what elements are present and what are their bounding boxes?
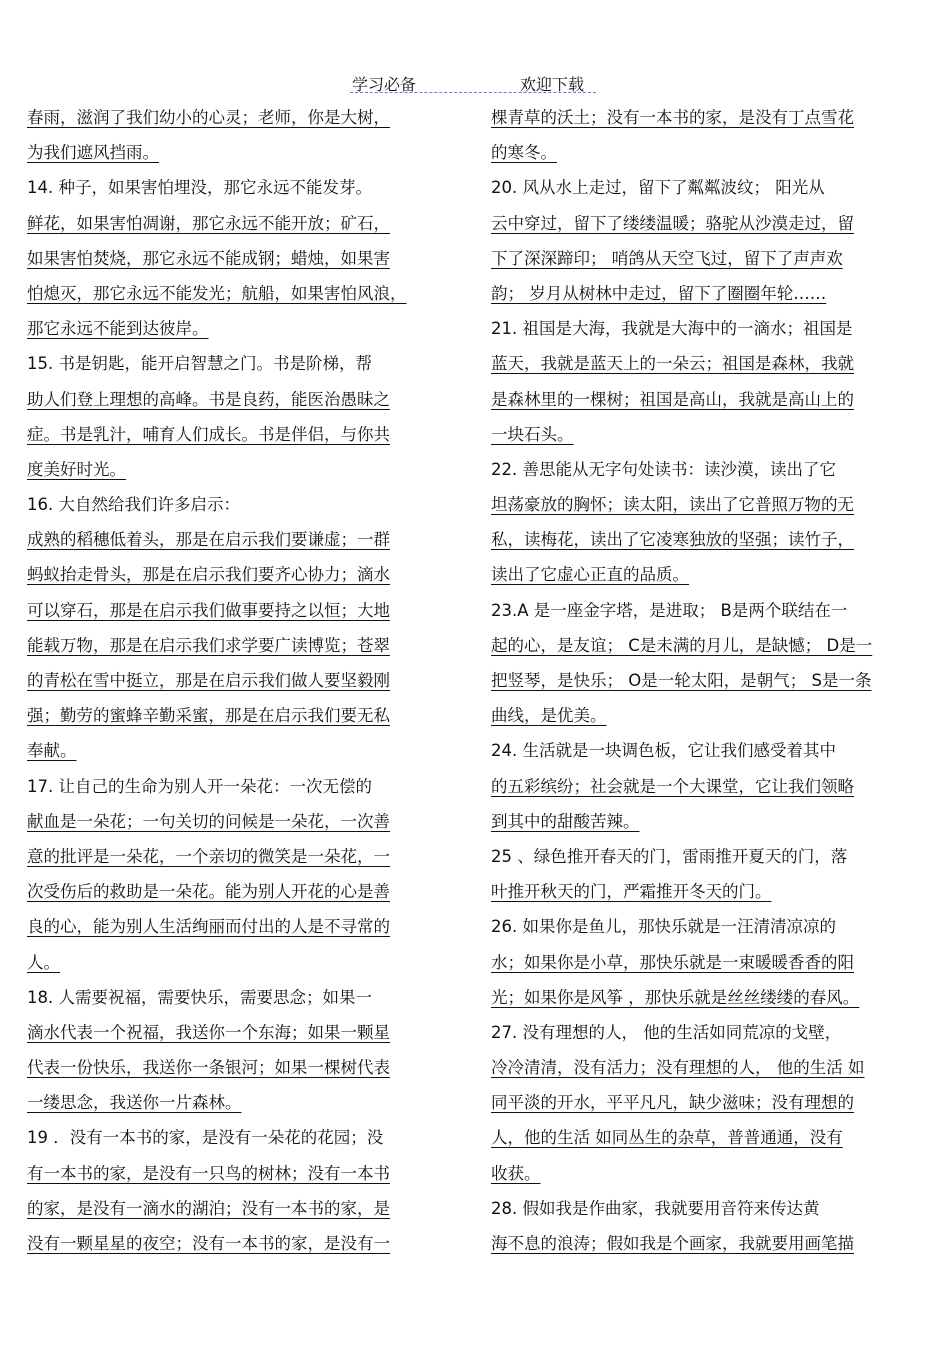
header-right-text: 欢迎下载 xyxy=(520,75,585,94)
text-line: 下了深深蹄印； 哨鸽从天空飞过，留下了声声欢 xyxy=(491,248,843,268)
text-line: 24. 生活就是一块调色板，它让我们感受着其中 xyxy=(491,741,836,761)
header-dashed-rule xyxy=(350,92,596,93)
text-line: 20. 风从水上走过，留下了粼粼波纹； 阳光从 xyxy=(491,178,825,198)
text-line: 的青松在雪中挺立，那是在启示我们做人要坚毅刚 xyxy=(27,671,390,690)
text-line: 14. 种子，如果害怕埋没，那它永远不能发芽。 xyxy=(27,178,372,198)
text-line: 意的批评是一朵花，一个亲切的微笑是一朵花，一 xyxy=(27,846,390,866)
text-line: 韵； 岁月从树林中走过，留下了圈圈年轮…… xyxy=(491,283,827,303)
text-line: 私，读梅花，读出了它凌寒独放的坚强；读竹子， xyxy=(491,530,854,550)
text-line: 26. 如果你是鱼儿，那快乐就是一汪清清凉凉的 xyxy=(491,917,836,937)
text-line: 有一本书的家，是没有一只鸟的树林；没有一本书 xyxy=(27,1163,390,1183)
text-line: 23.A 是一座金字塔，是进取； B是两个联结在一 xyxy=(491,600,848,620)
text-line: 献血是一朵花；一句关切的问候是一朵花，一次善 xyxy=(27,811,390,831)
text-line: 27. 没有理想的人， 他的生活如同荒凉的戈壁， xyxy=(491,1022,842,1042)
left-text-column xyxy=(27,100,457,1261)
text-line: 良的心，能为别人生活绚丽而付出的人是不寻常的 xyxy=(27,917,390,937)
text-line: 助人们登上理想的高峰。书是良药，能医治愚昧之 xyxy=(27,389,390,409)
text-line: 能载万物，那是在启示我们求学要广读博览；苍翠 xyxy=(27,635,390,655)
text-line: 21. 祖国是大海，我就是大海中的一滴水；祖国是 xyxy=(491,319,853,339)
text-line: 28. 假如我是作曲家，我就要用音符来传达黄 xyxy=(491,1198,820,1218)
text-line: 可以穿石，那是在启示我们做事要持之以恒；大地 xyxy=(27,600,390,620)
text-line: 没有一颗星星的夜空；没有一本书的家，是没有一 xyxy=(27,1234,390,1253)
text-line: 把竖琴，是快乐； O是一轮太阳，是朝气； S是一条 xyxy=(491,671,872,690)
text-line: 到其中的甜酸苦辣。 xyxy=(491,811,640,831)
text-line: 25 、绿色推开春天的门，雷雨推开夏天的门，落 xyxy=(491,846,848,866)
text-line: 春雨，滋润了我们幼小的心灵；老师，你是大树， xyxy=(27,108,390,127)
text-line: 人，他的生活 如同丛生的杂草，普普通通，没有 xyxy=(491,1128,843,1148)
text-line: 15. 书是钥匙，能开启智慧之门。书是阶梯，帮 xyxy=(27,354,372,374)
text-line: 是森林里的一棵树；祖国是高山，我就是高山上的 xyxy=(491,389,854,409)
text-line: 的五彩缤纷；社会就是一个大课堂，它让我们领略 xyxy=(491,776,854,796)
text-line: 曲线，是优美。 xyxy=(491,706,607,726)
text-line: 度美好时光。 xyxy=(27,459,126,479)
text-line: 16. 大自然给我们许多启示： xyxy=(27,495,240,515)
text-line: 17. 让自己的生命为别人开一朵花：一次无偿的 xyxy=(27,776,372,796)
text-line: 海不息的浪涛；假如我是个画家，我就要用画笔描 xyxy=(491,1234,854,1253)
text-line: 22. 善思能从无字句处读书：读沙漠，读出了它 xyxy=(491,459,836,479)
text-line: 18. 人需要祝福，需要快乐，需要思念；如果一 xyxy=(27,987,372,1007)
text-line: 19 ．没有一本书的家，是没有一朵花的花园；没 xyxy=(27,1128,384,1148)
text-line: 云中穿过，留下了缕缕温暖；骆驼从沙漠走过，留 xyxy=(491,213,854,233)
text-line: 一块石头。 xyxy=(491,424,574,444)
text-line: 叶推开秋天的门，严霜推开冬天的门。 xyxy=(491,882,772,902)
text-line: 滴水代表一个祝福，我送你一个东海；如果一颗星 xyxy=(27,1022,390,1042)
right-text-column xyxy=(491,100,919,1261)
text-line: 症。书是乳汁，哺育人们成长。书是伴侣，与你共 xyxy=(27,424,390,444)
text-line: 棵青草的沃土；没有一本书的家，是没有丁点雪花 xyxy=(491,108,854,127)
text-line: 水；如果你是小草，那快乐就是一束暖暖香香的阳 xyxy=(491,952,854,972)
text-line: 读出了它虚心正直的品质。 xyxy=(491,565,689,585)
text-line: 奉献。 xyxy=(27,741,77,761)
header-left-text: 学习必备 xyxy=(352,75,417,94)
text-line: 怕熄灭，那它永远不能发光；航船，如果害怕风浪， xyxy=(27,283,407,303)
text-line: 蚂蚁抬走骨头，那是在启示我们要齐心协力；滴水 xyxy=(27,565,390,585)
text-line: 为我们遮风挡雨。 xyxy=(27,143,159,163)
text-line: 次受伤后的救助是一朵花。能为别人开花的心是善 xyxy=(27,882,390,902)
text-line: 蓝天，我就是蓝天上的一朵云；祖国是森林，我就 xyxy=(491,354,854,374)
text-line: 如果害怕焚烧，那它永远不能成钢；蜡烛，如果害 xyxy=(27,248,390,268)
text-line: 的家，是没有一滴水的湖泊；没有一本书的家，是 xyxy=(27,1198,390,1218)
page-header xyxy=(0,72,950,94)
text-line: 代表一份快乐，我送你一条银河；如果一棵树代表 xyxy=(27,1058,390,1078)
text-line: 成熟的稻穗低着头，那是在启示我们要谦虚；一群 xyxy=(27,530,390,550)
text-line: 强；勤劳的蜜蜂辛勤采蜜，那是在启示我们要无私 xyxy=(27,706,390,726)
text-line: 同平淡的开水，平平凡凡，缺少滋味；没有理想的 xyxy=(491,1093,854,1113)
text-line: 冷冷清清，没有活力；没有理想的人， 他的生活 如 xyxy=(491,1058,865,1078)
text-line: 起的心，是友谊； C是未满的月儿，是缺憾； D是一 xyxy=(491,635,873,655)
text-line: 光；如果你是风筝 ，那快乐就是丝丝缕缕的春风。 xyxy=(491,987,860,1007)
text-line: 的寒冬。 xyxy=(491,143,557,163)
text-line: 人。 xyxy=(27,952,60,972)
text-line: 坦荡豪放的胸怀；读太阳，读出了它普照万物的无 xyxy=(491,495,854,515)
text-line: 那它永远不能到达彼岸。 xyxy=(27,319,209,339)
text-line: 收获。 xyxy=(491,1163,541,1183)
text-line: 一缕思念，我送你一片森林。 xyxy=(27,1093,242,1113)
text-line: 鲜花，如果害怕凋谢，那它永远不能开放；矿石， xyxy=(27,213,390,233)
